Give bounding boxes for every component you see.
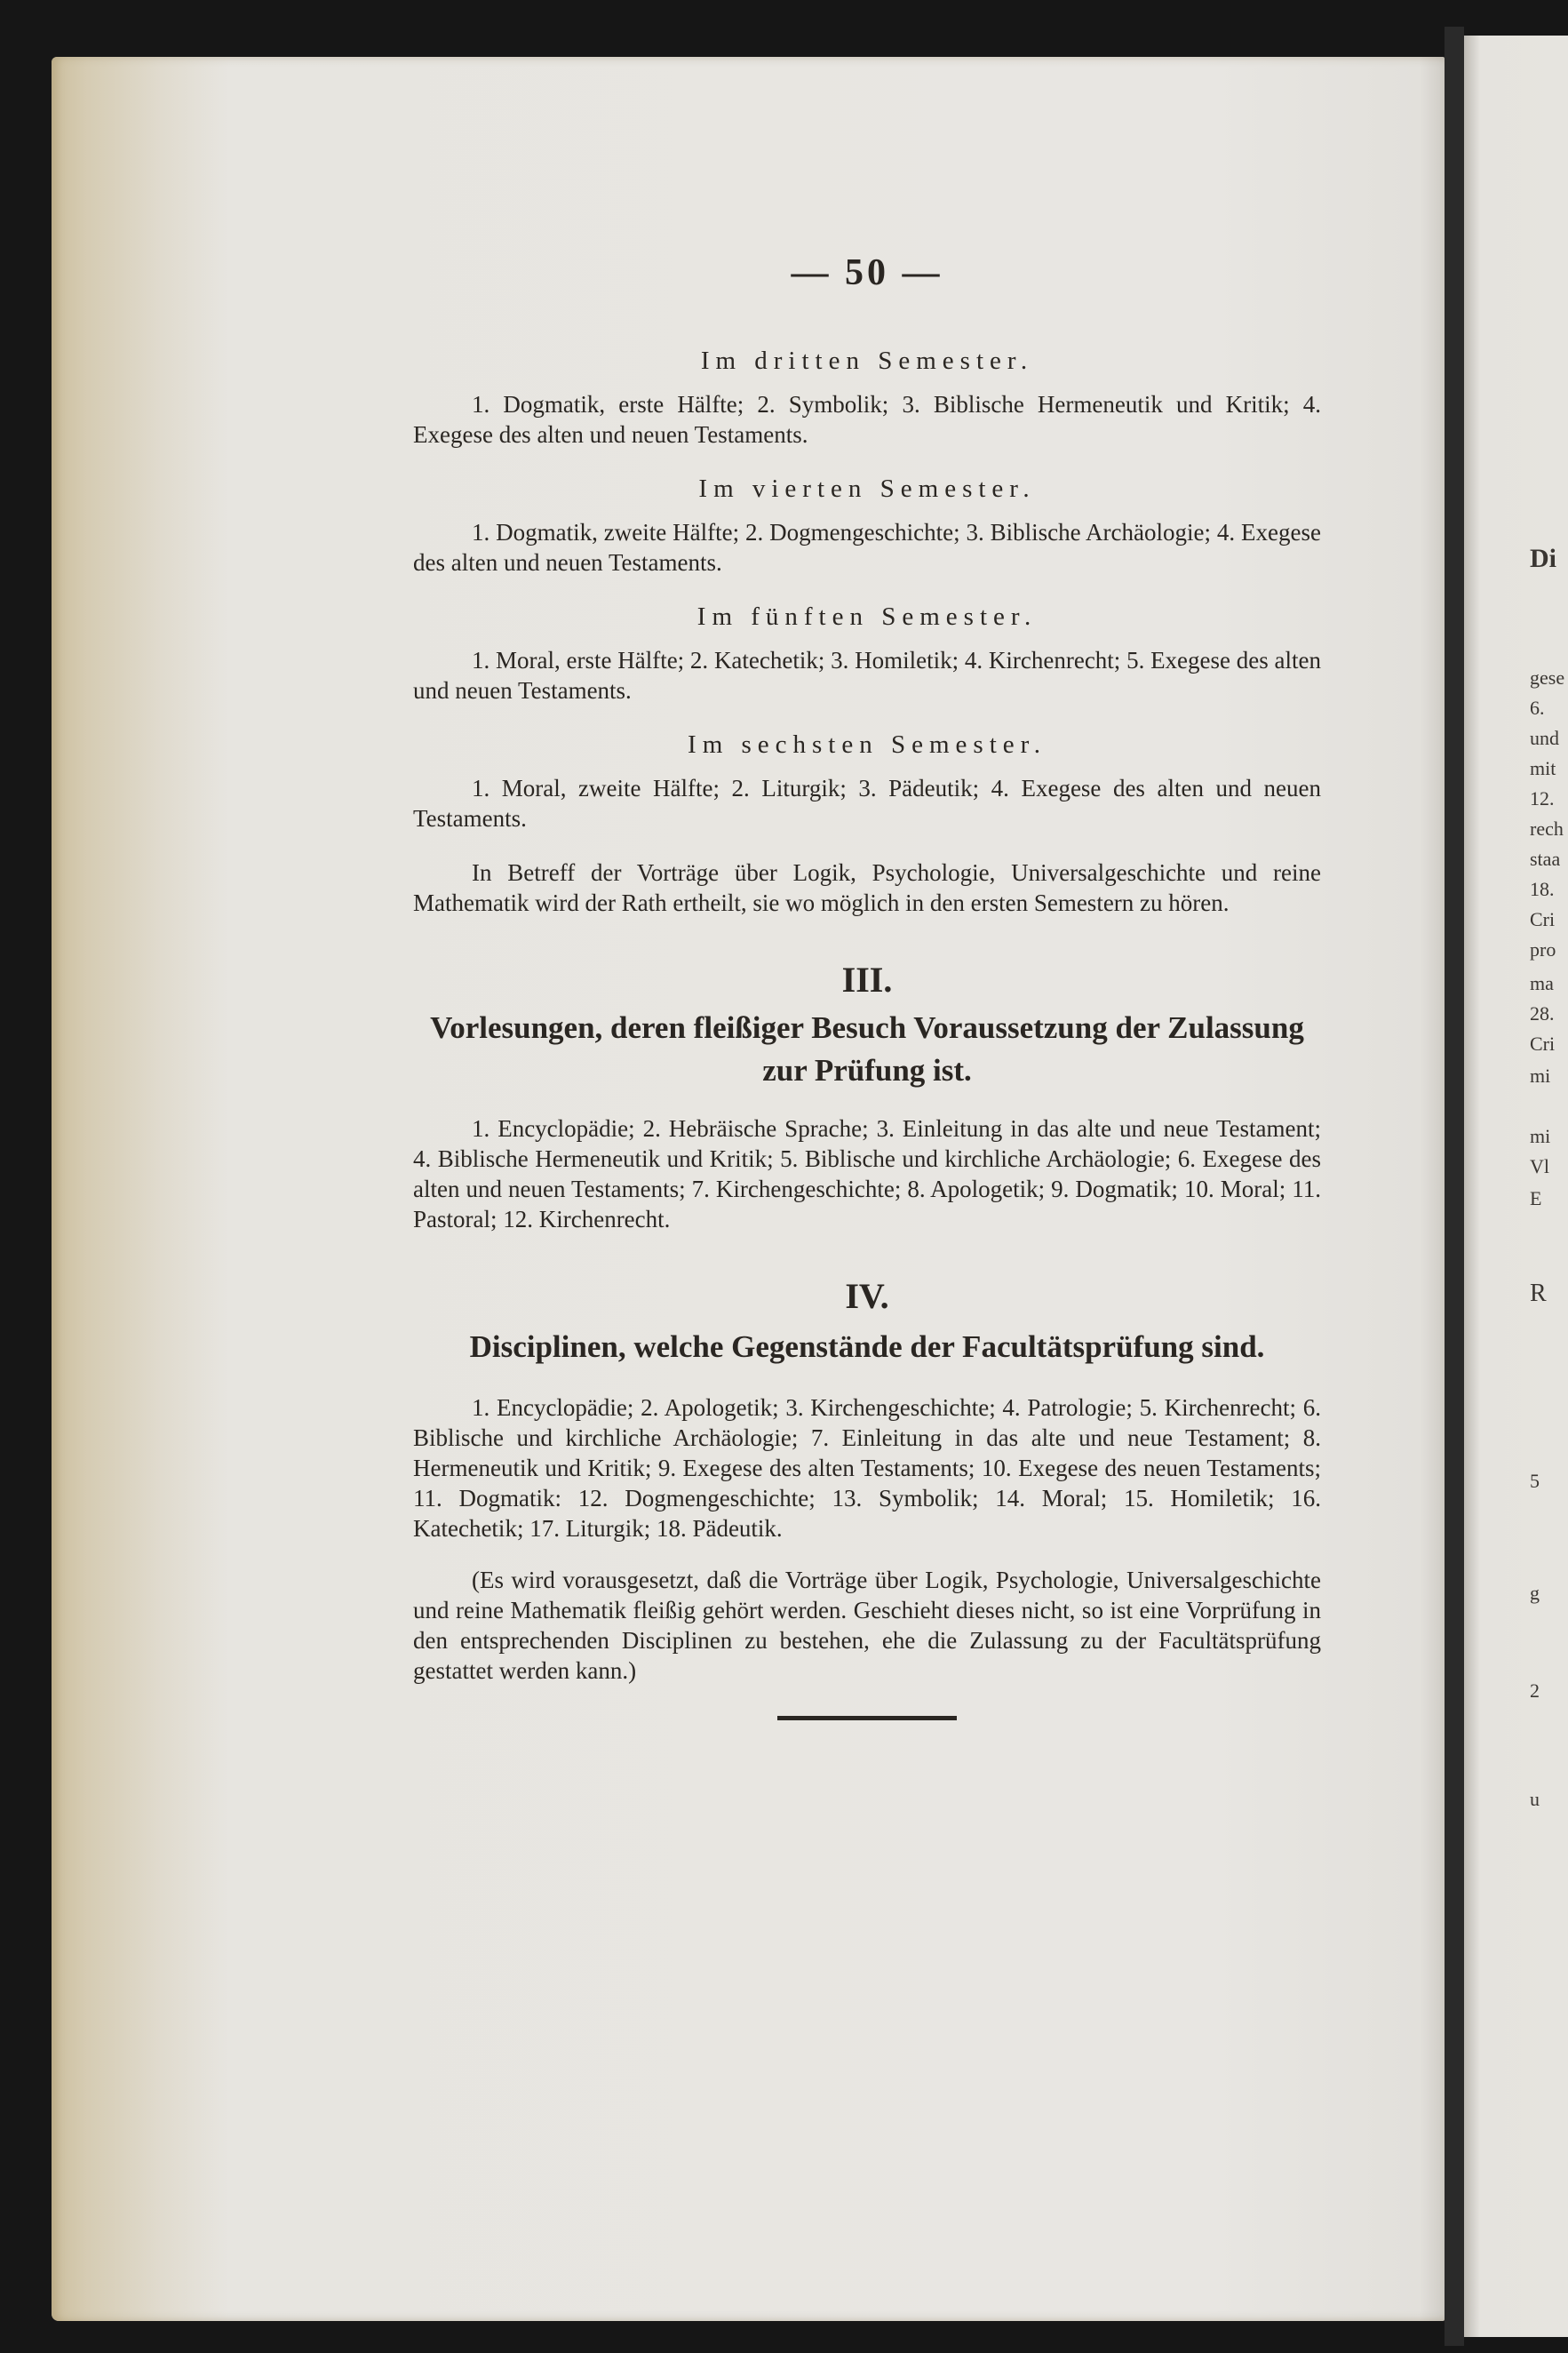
- section-iv-note: (Es wird vorausgesetzt, daß die Vorträge über Logik, Psychologie, Universalgeschichte und reine Mathematik fleißig gehört werden. Geschieht dieses nicht, so ist eine Vorprüfung in den entsprechenden Disciplinen zu bestehen, ehe die Zulassung zu der Facultätsprüfung gestattet werden kann.): [413, 1567, 1321, 1684]
- section-iv-text: 1. Encyclopädie; 2. Apologetik; 3. Kirchengeschichte; 4. Patrologie; 5. Kirchenrecht; 6. Biblische und kirchliche Archäologie; 7. Einleitung in das alte und neue Testament; 8. Hermeneutik und Kritik; 9. Exegese des alten Testaments; 10. Exegese des neuen Testaments; 11. Dogmatik: 12. Dogmengeschichte; 13. Symbolik; 14. Moral; 15. Homiletik; 16. Katechetik; 17. Liturgik; 18. Pädeutik.: [413, 1394, 1321, 1542]
- section-iv-heading: Disciplinen, welche Gegenstände der Facultätsprüfung sind.: [469, 1329, 1265, 1364]
- facing-page-fragment: mit: [1530, 757, 1556, 779]
- fourth-semester-heading: Im vierten Semester.: [698, 475, 1036, 503]
- third-semester-text: 1. Dogmatik, erste Hälfte; 2. Symbolik; 3. Biblische Hermeneutik und Kritik; 4. Exegese des alten und neuen Testaments.: [413, 391, 1321, 448]
- facing-page-fragment: g: [1530, 1582, 1540, 1604]
- fourth-semester-text: 1. Dogmatik, zweite Hälfte; 2. Dogmengeschichte; 3. Biblische Archäologie; 4. Exegese des alten und neuen Testaments.: [413, 519, 1321, 576]
- facing-page-fragment: pro: [1530, 938, 1556, 961]
- facing-page-fragment: 2: [1530, 1679, 1540, 1702]
- facing-page: [1464, 36, 1568, 2337]
- end-rule: [777, 1716, 957, 1720]
- facing-page-fragment: 28.: [1530, 1002, 1555, 1025]
- facing-page-fragment: 12.: [1530, 787, 1555, 810]
- facing-page-fragment: R: [1530, 1280, 1547, 1307]
- facing-page-fragment: mi: [1530, 1065, 1551, 1087]
- facing-page-fragment: u: [1530, 1788, 1540, 1810]
- aged-page-edge: [52, 57, 229, 2321]
- facing-page-fragment: 5: [1530, 1470, 1540, 1492]
- facing-page-fragment: Cri: [1530, 908, 1556, 930]
- facing-page-fragment: mi: [1530, 1125, 1551, 1147]
- sixth-semester-text: 1. Moral, zweite Hälfte; 2. Liturgik; 3. Pädeutik; 4. Exegese des alten und neuen Testaments.: [413, 775, 1321, 832]
- facing-page-fragment: Vl: [1530, 1155, 1549, 1177]
- advice-paragraph: In Betreff der Vorträge über Logik, Psychologie, Universalgeschichte und reine Mathematik wird der Rath ertheilt, sie wo möglich in den ersten Semestern zu hören.: [413, 859, 1321, 916]
- book-gutter: [1445, 27, 1464, 2346]
- facing-page-fragment: 6.: [1530, 697, 1545, 719]
- facing-page-fragment: E: [1530, 1187, 1542, 1209]
- facing-page-fragment: Di: [1530, 544, 1556, 573]
- section-iv-numeral: IV.: [845, 1276, 889, 1316]
- section-iii-text: 1. Encyclopädie; 2. Hebräische Sprache; 3. Einleitung in das alte und neue Testament; 4. Biblische Hermeneutik und Kritik; 5. Biblische und kirchliche Archäologie; 6. Exegese des alten und neuen Testaments; 7. Kirchengeschichte; 8. Apologetik; 9. Dogmatik; 10. Moral; 11. Pastoral; 12. Kirchenrecht.: [413, 1115, 1321, 1232]
- facing-page-fragment: rech: [1530, 818, 1564, 840]
- facing-page-fragment: staa: [1530, 848, 1561, 870]
- facing-page-fragment: Cri: [1530, 1033, 1556, 1055]
- facing-page-fragment: ma: [1530, 972, 1554, 994]
- facing-page-fragment: 18.: [1530, 878, 1555, 900]
- sixth-semester-heading: Im sechsten Semester.: [688, 730, 1047, 759]
- section-iii-heading: Vorlesungen, deren fleißiger Besuch Voraussetzung der Zulassung zur Prüfung ist.: [430, 1010, 1304, 1088]
- text-column: [413, 343, 1321, 1720]
- page-number: — 50 —: [791, 252, 943, 293]
- fifth-semester-text: 1. Moral, erste Hälfte; 2. Katechetik; 3. Homiletik; 4. Kirchenrecht; 5. Exegese des alten und neuen Testaments.: [413, 647, 1321, 704]
- third-semester-heading: Im dritten Semester.: [700, 347, 1034, 375]
- section-iii-numeral: III.: [841, 960, 893, 1000]
- facing-page-fragment: gese: [1530, 666, 1565, 689]
- fifth-semester-heading: Im fünften Semester.: [696, 602, 1038, 631]
- facing-page-fragment: und: [1530, 727, 1559, 749]
